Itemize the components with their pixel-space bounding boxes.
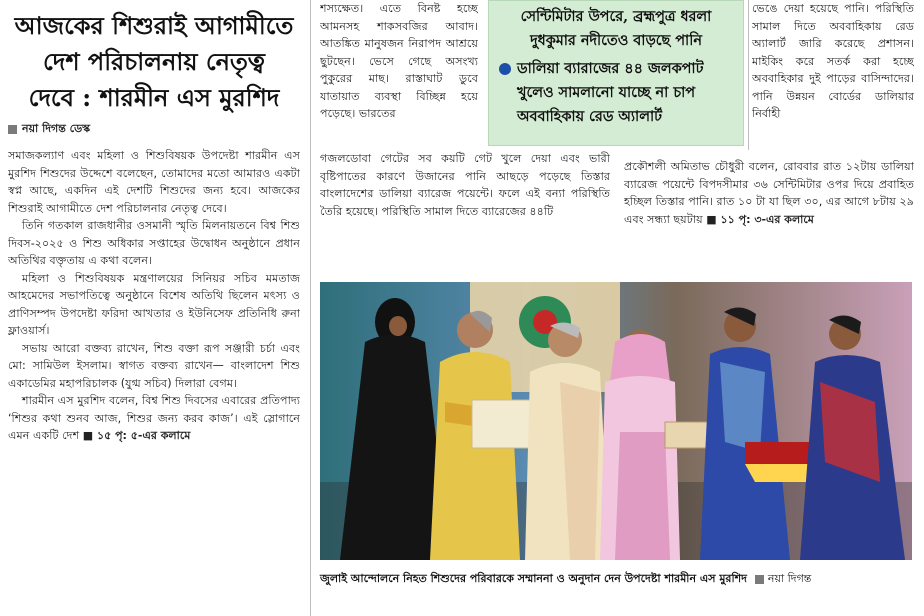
main-headline [8,8,300,116]
paragraph-text: প্রকৌশলী অমিতাভ চৌধুরী বলেন, রোববার রাত ১২টায় ডালিয়া ব্যারেজ পয়েন্টে বিপদসীমার ৩৬ সেন্টিমিটার ওপর দিয়ে প্রবাহিত হচ্ছিল তিস্তার পানি। রাত ১০ টা যা ছিল ৩০, এর আগে ৮টায় ২৯ এবং সন্ধ্যা ছয়টায় [624,160,914,226]
column-divider [748,0,749,150]
continuation-marker: ■ ১৫ পৃ: ৫-এর কলামে [82,429,191,442]
photo-credit: নয়া দিগন্ত [767,572,812,585]
photo-illustration [320,282,912,560]
highlight-line: দুধকুমার নদীতেও বাড়ছে পানি [530,32,702,49]
highlight-bullet-row [499,57,733,129]
headline-line: দেশ পরিচালনায় নেতৃত্ব [43,47,265,76]
continuation-text: ১১ পৃ: ৩-এর কলামে [720,212,814,226]
caption-marker-icon [755,575,764,584]
continuation-marker: ■ ১১ পৃ: ৩-এর কলামে [706,212,814,226]
flood-highlight-box [488,0,744,146]
event-photo [320,282,912,560]
paragraph: সভায় আরো বক্তব্য রাখেন, শিশু বক্তা রূপ সঞ্জারী চর্চা এবং মো: সামিউল ইসলাম। স্বাগত বক্তব্য রাখেন— বাংলাদেশ শিশু একাডেমির মহাপরিচালক (যুগ্ম সচিব) দিলারা বেগম। [8,341,300,390]
caption-text: জুলাই আন্দোলনে নিহত শিশুদের পরিবারকে সম্মাননা ও অনুদান দেন উপদেষ্টা শারমীন এস মুরশিদ [320,572,747,585]
column-divider [310,0,311,616]
byline [8,120,300,139]
flood-story-column-right: ভেঙে দেয়া হয়েছে পানি। পরিস্থিতি সামাল দিতে অববাহিকায় রেড অ্যালার্ট জারি করেছে প্রশাসন। মাইকিং করে সতর্ক করা হচ্ছে অববাহিকার দুই পাড়ের বাসিন্দাদের। পানি উন্নয়ন বোর্ডের ডালিয়ার নির্বাহী [752,2,914,120]
paragraph-text: শারমীন এস মুরশিদ বলেন, বিশ্ব শিশু দিবসের এবারের প্রতিপাদ্য ‘শিশুর কথা শুনব আজ, শিশুর জন্য করব কাজ’। এই স্লোগানে এমন একটি দেশ [8,394,300,442]
paragraph: সমাজকল্যাণ এবং মহিলা ও শিশুবিষয়ক উপদেষ্টা শারমীন এস মুরশিদ শিশুদের উদ্দেশে বলেছেন, তোমাদের মতো আমারও একটা স্বপ্ন আছে, একদিন এই দেশটি শিশুদের জন্য হবে। আজকের শিশুরাই আগামীতে দেশ পরিচালনার নেতৃত্ব দেবে। [8,149,300,215]
highlight-bullet-text: ডালিয়া ব্যারাজের ৪৪ জলকপাট খুলেও সামলানো যাচ্ছে না চাপ অববাহিকায় রেড অ্যালার্ট [517,60,704,125]
main-story [8,8,300,608]
paragraph: তিনি গতকাল রাজধানীর ওসমানী স্মৃতি মিলনায়তনে বিশ্ব শিশু দিবস-২০২৫ ও শিশু অধিকার সপ্তাহের উদ্বোধন অনুষ্ঠানে প্রধান অতিথির বক্তৃতায় এ কথা বলেন। [8,219,300,267]
paragraph [8,392,300,445]
paragraph: মহিলা ও শিশুবিষয়ক মন্ত্রণালয়ের সিনিয়র সচিব মমতাজ আহমেদের সভাপতিত্বে অনুষ্ঠানে বিশেষ অতিথি ছিলেন মৎস্য ও প্রাণিসম্পদ উপদেষ্টা ফরিদা আখতার ও ইউনিসেফ প্রতিনিধি রুনা ফ্লাওয়ার্স। [8,271,300,337]
headline-line: দেবে : শারমীন এস মুরশিদ [28,83,280,112]
photo-caption [320,570,912,589]
byline-marker-icon [8,125,17,134]
highlight-line: সেন্টিমিটার উপরে, ব্রহ্মপুত্র ধরলা [520,8,712,25]
flood-story-column-1: শস্যক্ষেত। এতে বিনষ্ট হচ্ছে আমনসহ শাকসবজির আবাদ। আতঙ্কিত মানুষজন নিরাপদ আশ্রয়ে ছুটছেন। ভেসে গেছে অসংখ্য পুকুরের মাছ। রাস্তাঘাট ডুবে যাতায়াত ব্যবস্থা বিচ্ছিন্ন হয়ে পড়েছে। ভারতের [320,2,478,120]
bullet-dot-icon [499,63,511,75]
headline-line: আজকের শিশুরাই আগামীতে [14,11,294,40]
main-story-body [8,147,300,445]
continuation-text: ১৫ পৃ: ৫-এর কলামে [96,429,191,442]
byline-text: নয়া দিগন্ত ডেস্ক [22,122,91,135]
flood-story-column-right-bottom [624,158,914,258]
flood-story-wide-text: গজলডোবা গেটের সব কয়টি গেট খুলে দেয়া এবং ভারী বৃষ্টিপাতের কারণে উজানের পানি আছড়ে পড়েছে তিস্তার বাংলাদেশের ডালিয়া ব্যারেজ পয়েন্টে। ফলে এই বন্যা পরিস্থিতি তৈরি হয়েছে। পরিস্থিতি সামাল দিতে ব্যারেজের ৪৪টি [320,152,610,218]
